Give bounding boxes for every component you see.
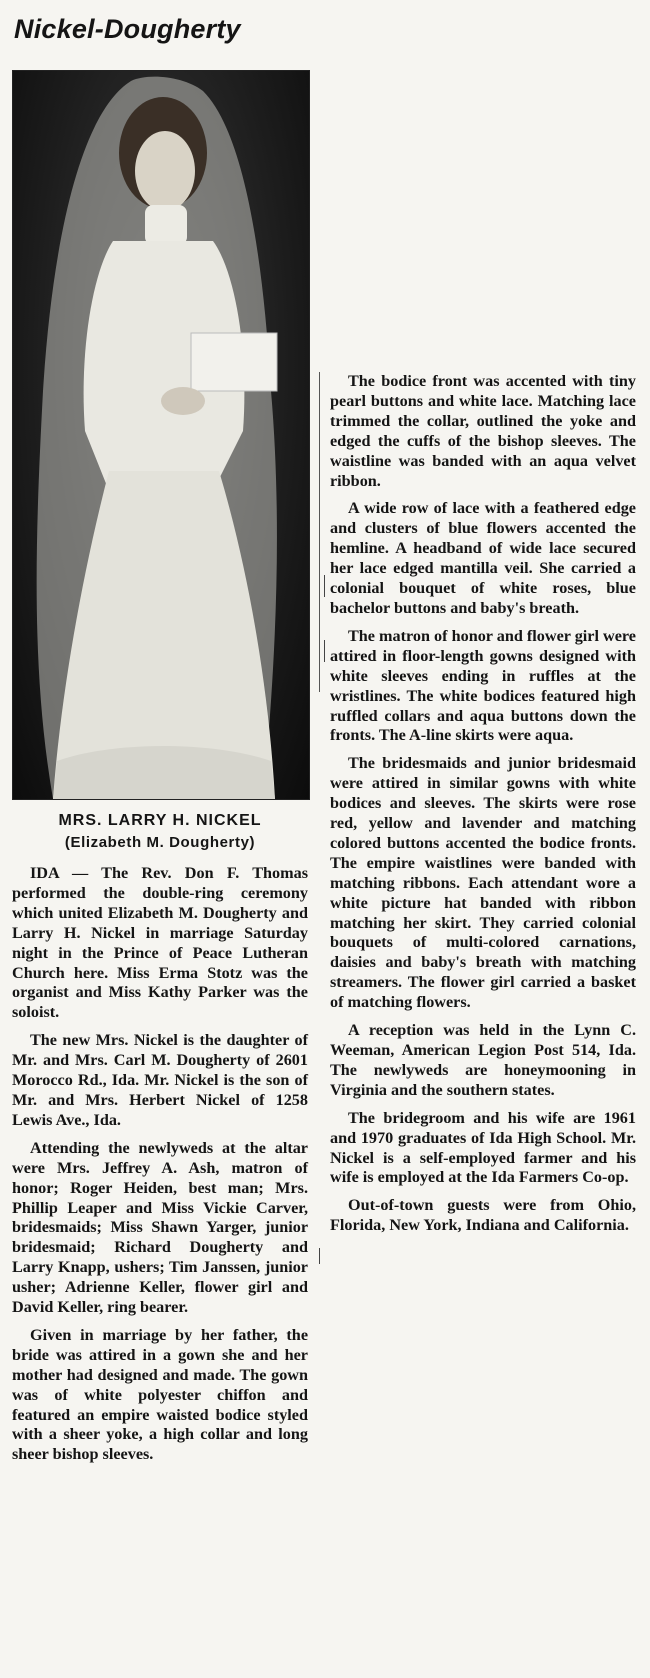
margin-mark	[324, 640, 325, 662]
collar-shape	[145, 205, 187, 245]
article-paragraph: Given in marriage by her father, the bride was attired in a gown she and her mother had designed and made. The gown was of white polyester chiffon and featured an empire waisted bodice styled with a sheer yoke, a high collar and long sheer bishop sleeves.	[12, 1325, 308, 1464]
article-paragraph: The bodice front was accented with tiny pearl buttons and white lace. Matching lace trimmed the collar, outlined the yoke and edged the cuffs of the bishop sleeves. The waistline was banded with an aqua velvet ribbon.	[330, 372, 636, 490]
article-left-text	[12, 864, 308, 1465]
bride-photo	[12, 70, 310, 800]
article-paragraph: The bridesmaids and junior bridesmaid were attired in similar gowns with white bodices and sleeves. The skirts were rose red, yellow and lavender and matching colored buttons accented the bodice fronts. The empire waistlines were banded with matching ribbons. Each attendant wore a white picture hat banded with ribbon matching her skirt. They carried colonial bouquets of multi-colored carnations, daisies and baby's breath with matching streamers. The flower girl carried a basket of matching flowers.	[330, 754, 636, 1012]
bouquet-shape	[191, 333, 277, 391]
face-shape	[135, 131, 195, 211]
hem-lace-shape	[53, 746, 275, 799]
caption-name: MRS. LARRY H. NICKEL	[58, 812, 262, 829]
article-paragraph: The matron of honor and flower girl were attired in floor-length gowns designed with white sleeves ending in ruffles at the wristlines. The white bodices featured high ruffled collars and aqua buttons down the fronts. The A-line skirts were aqua.	[330, 626, 636, 745]
margin-mark	[324, 575, 325, 597]
article-paragraph: A reception was held in the Lynn C. Weeman, American Legion Post 514, Ida. The newlyweds are honeymooning in Virginia and the southern states.	[330, 1021, 636, 1099]
article-paragraph: IDA — The Rev. Don F. Thomas performed the double-ring ceremony which united Elizabeth M. Dougherty and Larry H. Nickel in marriage Saturday night in the Prince of Peace Lutheran Church here. Miss Erma Stotz was the organist and Miss Kathy Parker was the soloist.	[12, 864, 308, 1022]
left-column	[12, 70, 308, 1473]
headline: Nickel-Dougherty	[14, 14, 241, 44]
article-right-text	[330, 372, 636, 1244]
article-paragraph: A wide row of lace with a feathered edge and clusters of blue flowers accented the hemline. A headband of wide lace secured her lace edged mantilla veil. She carried a colonial bouquet of white roses, blue bachelor buttons and baby's breath.	[330, 499, 636, 617]
column-rule	[319, 372, 320, 692]
bride-photo-illustration	[13, 71, 309, 799]
article-paragraph: Attending the newlyweds at the altar were Mrs. Jeffrey A. Ash, matron of honor; Roger Heiden, best man; Mrs. Phillip Leaper and Miss Vickie Carver, bridesmaids; Miss Shawn Yarger, junior bridesmaid; Richard Dougherty and Larry Knapp, ushers; Tim Janssen, junior usher; Adrienne Keller, flower girl and David Keller, ring bearer.	[12, 1138, 308, 1317]
margin-mark	[319, 1248, 320, 1264]
hands-shape	[161, 387, 205, 415]
article-paragraph: The new Mrs. Nickel is the daughter of Mr. and Mrs. Carl M. Dougherty of 2601 Morocco Rd., Ida. Mr. Nickel is the son of Mr. and Mrs. Herbert Nickel of 1258 Lewis Ave., Ida.	[12, 1031, 308, 1129]
article-paragraph: Out-of-town guests were from Ohio, Florida, New York, Indiana and California.	[330, 1196, 636, 1235]
article-paragraph: The bridegroom and his wife are 1961 and 1970 graduates of Ida High School. Mr. Nickel is a self-employed farmer and his wife is employed at the Ida Farmers Co-op.	[330, 1108, 636, 1187]
caption-maiden-name: (Elizabeth M. Dougherty)	[64, 834, 256, 851]
photo-caption	[12, 810, 308, 854]
